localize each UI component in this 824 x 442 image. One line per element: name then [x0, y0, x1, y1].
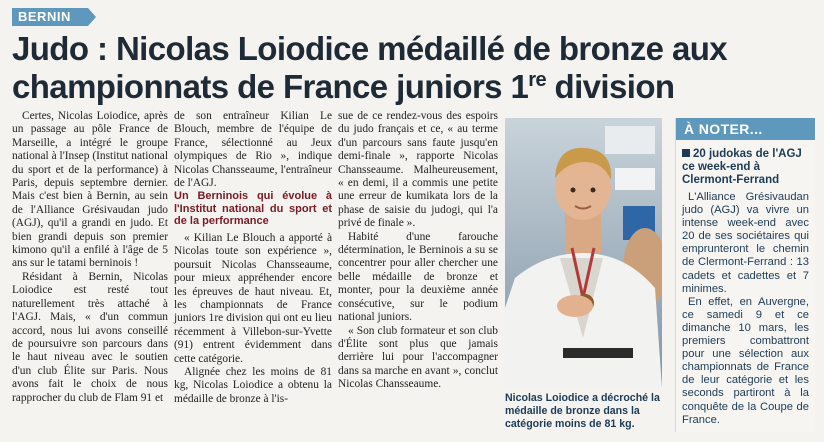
note-sidebar [675, 118, 815, 432]
headline-main: Judo : Nicolas Loiodice médaillé de bronze aux championnats de France juniors 1 [12, 30, 728, 105]
sidebar-heading-text: 20 judokas de l'AGJ ce week-end à Clermont-Ferrand [682, 148, 802, 186]
article-column-3 [338, 110, 498, 392]
article-column-2 [174, 110, 332, 406]
sidebar-title: À NOTER... [676, 118, 815, 140]
athlete-photo-illustration [505, 118, 662, 388]
article-paragraph: sue de ce rendez-vous des espoirs du judo français et ce, « au terme d'un parcours sans faute jusqu'en demi-finale », rapporte Nicolas Chansseaume. Malheureusement, « en demi, il a commis une petite une erreur de kumikata lors de la phase de saisie du judogi, qui l'a privé de finale ». [338, 110, 498, 230]
article-paragraph: Habité d'une farouche détermination, le Berninois a su se concentrer pour aller chercher une belle médaille de bronze et monter, pour la deuxième année consécutive, sur le podium national juniors. [338, 230, 498, 324]
headline-end: division [545, 68, 675, 105]
article-subheading: Un Berninois qui évolue à l'Institut national du sport et de la performance [174, 190, 332, 228]
article-paragraph: de son entraîneur Kilian Le Blouch, membre de l'équipe de France, sélectionné au Jeux olympiques de Rio », indique Nicolas Chansseaume, l'entraîneur de l'AGJ. [174, 110, 332, 190]
article-paragraph: Alignée chez les moins de 81 kg, Nicolas Loiodice a obtenu la médaille de bronze à l'is- [174, 366, 332, 405]
article-paragraph: Certes, Nicolas Loiodice, après un passage au pôle France de Marseille, a intégré le groupe national à l'Insep (Institut national du sport et de la performance) à Paris, depuis septembre dernier. Mais c'est bien à Bernin, au sein de l'Alliance Grésivaudan judo (AGJ), qu'il a grandi en judo. Et bien grandi depuis son premier kimono qu'il a enfilé à l'âge de 5 ans sur le tatami berninois ! [12, 110, 168, 270]
article-paragraph: Résidant à Bernin, Nicolas Loiodice est resté tout naturellement très attaché à l'AGJ. Mais, « d'un commun accord, nous lui avons conseillé de poursuivre son parcours dans le haut niveau avec le soutien d'un club Élite sur Paris. Nous avons fait le choix de nous rapprocher du club de Flam 91 et [12, 270, 168, 404]
sidebar-body [682, 191, 809, 427]
square-bullet-icon [682, 149, 690, 157]
article-column-1 [12, 110, 168, 405]
article-paragraph: « Son club formateur et son club d'Élite sont plus que jamais derrière lui pour l'accompagner dans sa marche en avant », conclut Nicolas Chansseaume. [338, 324, 498, 391]
section-tag: BERNIN [12, 8, 88, 26]
sidebar-paragraph: L'Alliance Grésivaudan judo (AGJ) va vivre un intense week-end avec 20 de ses sociétaires qui emprunteront le chemin de Clermont-Ferrand : 13 cadets et cadettes et 7 minimes. [682, 191, 809, 295]
headline [12, 30, 812, 106]
sidebar-paragraph: En effet, en Auvergne, ce samedi 9 et ce dimanche 10 mars, les premiers combattront pour une sélection aux championnats de France de leur catégorie et les seconds partiront à la conquête de la Coupe de France. [682, 295, 809, 426]
athlete-photo [505, 118, 662, 388]
sidebar-heading [682, 148, 809, 187]
photo-caption: Nicolas Loiodice a décroché la médaille de bronze dans la catégorie moins de 81 kg. [505, 392, 660, 430]
article-paragraph: « Kilian Le Blouch a apporté à Nicolas toute son expérience », poursuit Nicolas Chansseaume, pour mieux appréhender encore les épreuves de haut niveau. Et, les championnats de France juniors 1re division qui ont eu lieu récemment à Villebon-sur-Yvette (91) entrent évidemment dans cette catégorie. [174, 231, 332, 365]
headline-superscript: re [528, 69, 546, 91]
